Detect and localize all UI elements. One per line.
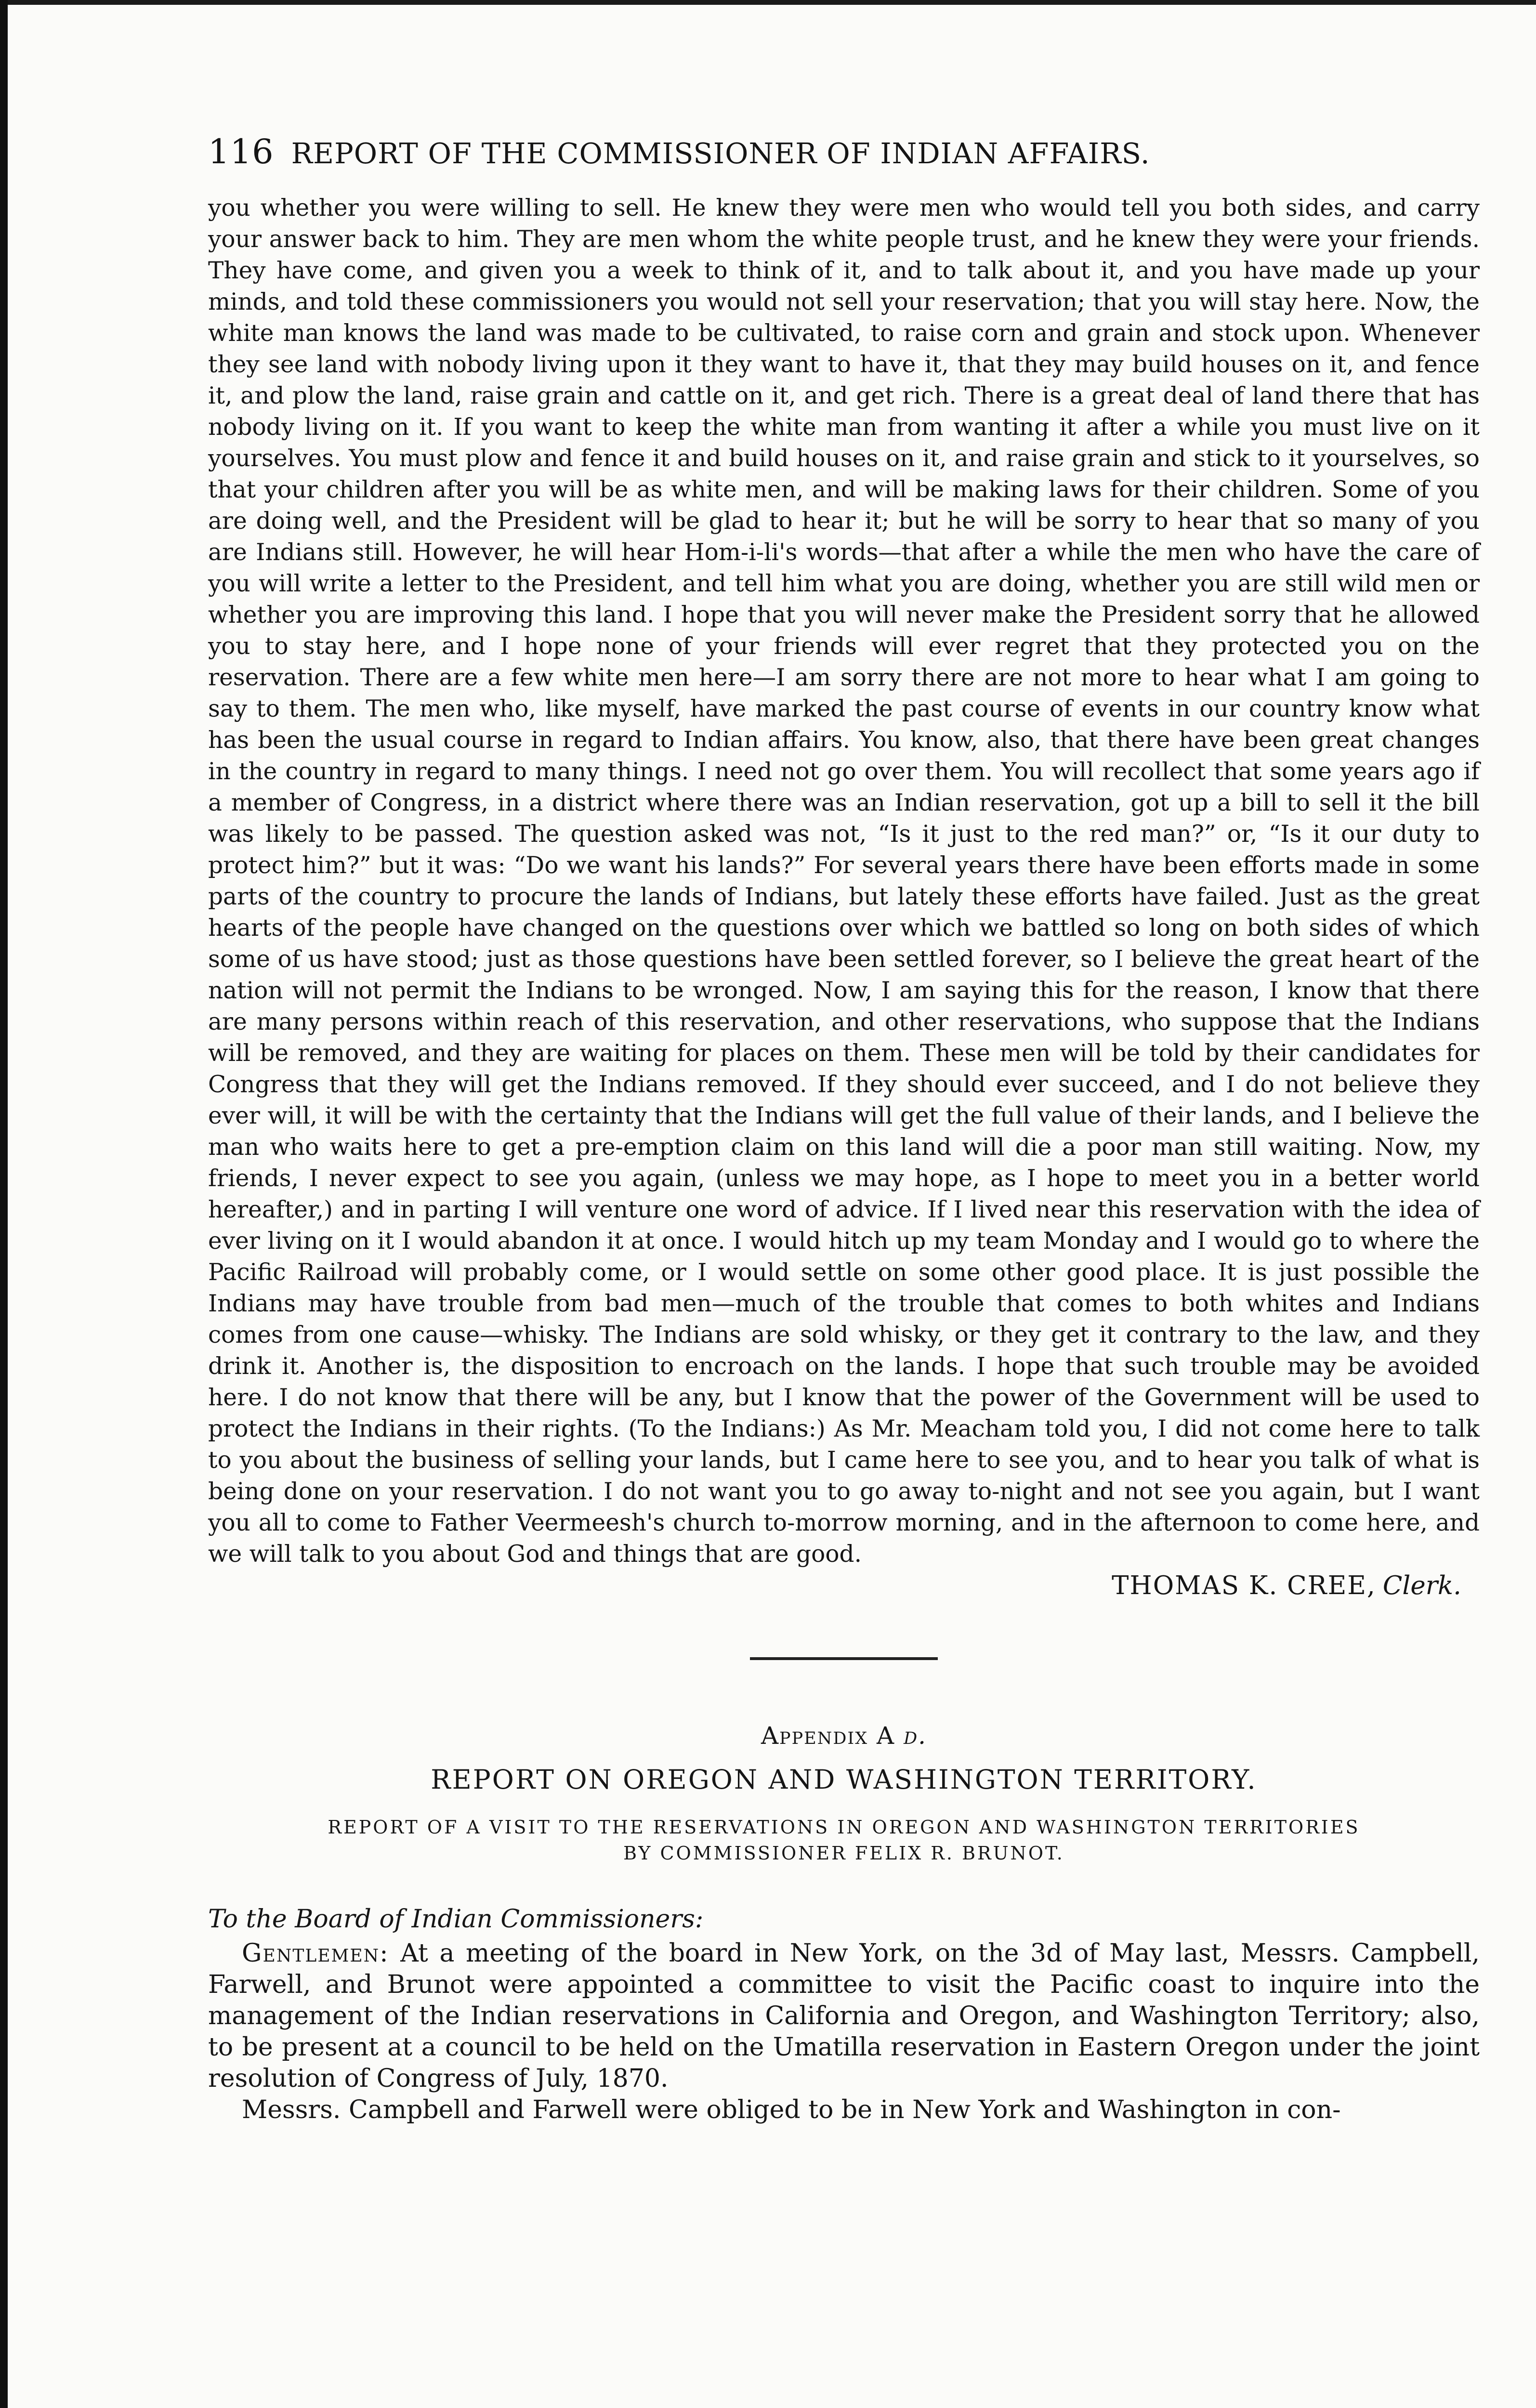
speech-body: [208, 193, 1480, 1570]
signature-line: [208, 1570, 1461, 1601]
section-divider: [750, 1657, 938, 1660]
signature-title: Clerk.: [1382, 1571, 1461, 1600]
appendix-label: [208, 1722, 1480, 1750]
appendix-label-text: Appendix A: [761, 1722, 895, 1750]
running-head-title: REPORT OF THE COMMISSIONER OF INDIAN AFFAIRS.: [291, 137, 1150, 170]
appendix-letter: d.: [904, 1722, 927, 1750]
running-head: [208, 132, 1480, 171]
letter-paragraph-2: Messrs. Campbell and Farwell were obliged to be in New York and Washington in con-: [242, 2095, 1341, 2124]
text-column: [208, 132, 1480, 2126]
letter-paragraph-1: [208, 1938, 1480, 2094]
letter-salutation: To the Board of Indian Commissioners:: [208, 1905, 704, 1934]
signature-name: THOMAS K. CREE,: [1112, 1571, 1376, 1600]
page-number: 116: [208, 132, 274, 171]
scan-border-top: [0, 0, 1536, 5]
speech-paragraph: you whether you were willing to sell. He knew they were men who would tell you both sides, and carry your answer back to him. They are men whom the white people trust, and he knew they were your friends. They have come, and given you a week to think of it, and to talk about it, and you have made up your minds, and told these commissioners you would not sell your reservation; that you will stay here. Now, the white man knows the land was made to be cultivated, to raise corn and grain and stock upon. Whenever they see land with nobody living upon it they want to have it, that they may build houses on it, and fence it, and plow the land, raise grain and cattle on it, and get rich. There is a great deal of land there that has nobody living on it. If you want to keep the white man from wanting it after a while you must live on it yourselves. You must plow and fence it and build houses on it, and raise grain and stick to it yourselves, so that your children after you will be as white men, and will be making laws for their children. Some of you are doing well, and the President will be glad to hear it; but he will be sorry to hear that so many of you are Indians still. However, he will hear Hom-i-li's words—that after a while the men who have the care of you will write a letter to the President, and tell him what you are doing, whether you are still wild men or whether you are improving this land. I hope that you will never make the President sorry that he allowed you to stay here, and I hope none of your friends will ever regret that they protected you on the reservation. There are a few white men here—I am sorry there are not more to hear what I am going to say to them. The men who, like myself, have marked the past course of events in our country know what has been the usual course in regard to Indian affairs. You know, also, that there have been great changes in the country in regard to many things. I need not go over them. You will recollect that some years ago if a member of Congress, in a district where there was an Indian reservation, got up a bill to sell it the bill was likely to be passed. The question asked was not, “Is it just to the red man?” or, “Is it our duty to protect him?” but it was: “Do we want his lands?” For several years there have been efforts made in some parts of the country to procure the lands of Indians, but lately these efforts have failed. Just as the great hearts of the people have changed on the questions over which we battled so long on both sides of which some of us have stood; just as those questions have been settled forever, so I believe the great heart of the nation will not permit the Indians to be wronged. Now, I am saying this for the reason, I know that there are many persons within reach of this reservation, and other reservations, who suppose that the Indians will be removed, and they are waiting for places on them. These men will be told by their candidates for Congress that they will get the Indians removed. If they should ever succeed, and I do not believe they ever will, it will be with the certainty that the Indians will get the full value of their lands, and I believe the man who waits here to get a pre-emption claim on this land will die a poor man still waiting. Now, my friends, I never expect to see you again, (unless we may hope, as I hope to meet you in a better world hereafter,) and in parting I will venture one word of advice. If I lived near this reservation with the idea of ever living on it I would abandon it at once. I would hitch up my team Monday and I would go to where the Pacific Railroad will probably come, or I would settle on some other good place. It is just possible the Indians may have trouble from bad men—much of the trouble that comes to both whites and Indians comes from one cause—whisky. The Indians are sold whisky, or they get it contrary to the law, and they drink it. Another is, the disposition to encroach on the lands. I hope that such trouble may be avoided here. I do not know that there will be any, but I know that the power of the Government will be used to protect the Indians in their rights. (To the Indians:) As Mr. Meacham told you, I did not come here to talk to you about the business of selling your lands, but I came here to see you, and to hear you talk of what is being done on your reservation. I do not want you to go away to-night and not see you again, but I want you all to come to Father Veermeesh's church to-morrow morning, and in the afternoon to come here, and we will talk to you about God and things that are good.: [208, 195, 1480, 1568]
report-subtitle: [208, 1814, 1480, 1866]
scan-border-left: [0, 0, 8, 2408]
letter-paragraph-1-text: At a meeting of the board in New York, on the 3d of May last, Messrs. Campbell, Farwell, and Brunot were appointed a committee to visit the Pacific coast to inquire into the management of the Indian reservations in California and Oregon, and Washington Territory; also, to be present at a council to be held on the Umatilla reservation in Eastern Oregon under the joint resolution of Congress of July, 1870.: [208, 1939, 1480, 2093]
letter-greeting: Gentlemen:: [242, 1939, 389, 1968]
letter-body: [208, 1938, 1480, 2126]
report-title: REPORT ON OREGON AND WASHINGTON TERRITORY.: [431, 1764, 1257, 1795]
report-subtitle-line-2: BY COMMISSIONER FELIX R. BRUNOT.: [623, 1843, 1064, 1864]
report-subtitle-line-1: REPORT OF A VISIT TO THE RESERVATIONS IN OREGON AND WASHINGTON TERRITORIES: [328, 1817, 1360, 1838]
